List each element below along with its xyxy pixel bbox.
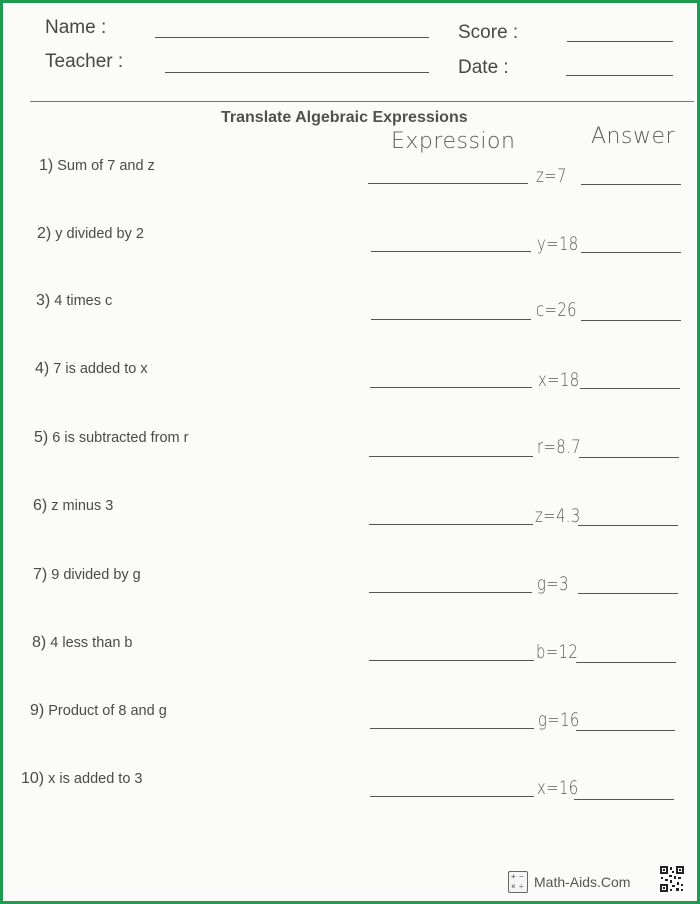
answer-field[interactable] xyxy=(581,252,681,253)
problem-prompt xyxy=(33,497,113,515)
problem-text: 9 divided by g xyxy=(51,567,141,583)
expression-field[interactable] xyxy=(369,524,533,525)
plus-sign: + xyxy=(511,872,516,881)
expression-field[interactable] xyxy=(369,660,534,661)
divide-sign: ÷ xyxy=(519,882,524,891)
answer-field[interactable] xyxy=(579,457,679,458)
problem-number: 10) xyxy=(21,770,45,787)
name-field[interactable] xyxy=(155,37,429,38)
answer-field[interactable] xyxy=(574,799,674,800)
problem-prompt xyxy=(37,225,144,243)
problem-text: 7 is added to x xyxy=(53,361,148,377)
answer-value: g=16 xyxy=(538,709,580,731)
answer-value: b=12 xyxy=(536,641,579,663)
problem-text: Product of 8 and g xyxy=(48,703,167,719)
answer-value: z=4.3 xyxy=(535,505,581,527)
answer-field[interactable] xyxy=(576,730,675,731)
problem-text: Sum of 7 and z xyxy=(57,158,155,174)
name-label: Name : xyxy=(45,17,107,38)
expression-field[interactable] xyxy=(370,728,534,729)
problem-text: 4 times c xyxy=(54,293,113,309)
answer-field[interactable] xyxy=(576,662,676,663)
problem-text: 4 less than b xyxy=(50,635,133,651)
problem-prompt xyxy=(32,634,133,652)
answer-heading: Answer xyxy=(591,124,676,149)
problem-number: 1) xyxy=(39,157,54,174)
problem-prompt xyxy=(35,360,148,378)
expression-heading: Expression xyxy=(391,129,516,154)
calculator-icon xyxy=(508,871,528,893)
problem-text: 6 is subtracted from r xyxy=(52,430,189,446)
answer-field[interactable] xyxy=(581,184,681,185)
problem-prompt xyxy=(21,770,142,788)
expression-field[interactable] xyxy=(371,319,531,320)
answer-value: y=18 xyxy=(537,233,579,255)
answer-value: g=3 xyxy=(537,573,569,595)
problem-number: 5) xyxy=(34,429,49,446)
expression-field[interactable] xyxy=(371,251,531,252)
worksheet-title: Translate Algebraic Expressions xyxy=(221,109,468,126)
problem-number: 3) xyxy=(36,292,51,309)
date-field[interactable] xyxy=(566,75,673,76)
problem-number: 6) xyxy=(33,497,48,514)
problem-text: z minus 3 xyxy=(51,498,114,514)
problem-prompt xyxy=(30,702,167,720)
problem-number: 7) xyxy=(33,566,48,583)
header-divider xyxy=(30,101,694,102)
teacher-field[interactable] xyxy=(165,72,429,73)
problem-number: 4) xyxy=(35,360,50,377)
problem-text: x is added to 3 xyxy=(48,771,143,787)
times-sign: × xyxy=(511,882,516,891)
problem-number: 8) xyxy=(32,634,47,651)
answer-field[interactable] xyxy=(580,388,680,389)
answer-field[interactable] xyxy=(578,593,678,594)
minus-sign: − xyxy=(519,872,524,881)
problem-number: 9) xyxy=(30,702,45,719)
answer-value: z=7 xyxy=(536,165,567,187)
expression-field[interactable] xyxy=(369,592,532,593)
expression-field[interactable] xyxy=(370,796,534,797)
answer-value: x=16 xyxy=(537,777,579,799)
date-label: Date : xyxy=(458,57,509,78)
problem-text: y divided by 2 xyxy=(55,226,144,242)
answer-field[interactable] xyxy=(581,320,681,321)
brand-name: Math-Aids.Com xyxy=(534,874,631,890)
expression-field[interactable] xyxy=(368,183,528,184)
problem-prompt xyxy=(39,157,155,175)
footer-brand xyxy=(508,871,630,893)
expression-field[interactable] xyxy=(370,387,532,388)
score-label: Score : xyxy=(458,22,519,43)
answer-value: r=8.7 xyxy=(537,436,582,458)
problem-prompt xyxy=(33,566,141,584)
teacher-label: Teacher : xyxy=(45,51,124,72)
score-field[interactable] xyxy=(567,41,673,42)
answer-field[interactable] xyxy=(578,525,678,526)
answer-value: x=18 xyxy=(538,369,580,391)
expression-field[interactable] xyxy=(369,456,533,457)
problem-number: 2) xyxy=(37,225,52,242)
answer-value: c=26 xyxy=(536,299,577,321)
problem-prompt xyxy=(34,429,188,447)
qr-code-icon xyxy=(659,865,685,893)
problem-prompt xyxy=(36,292,112,310)
